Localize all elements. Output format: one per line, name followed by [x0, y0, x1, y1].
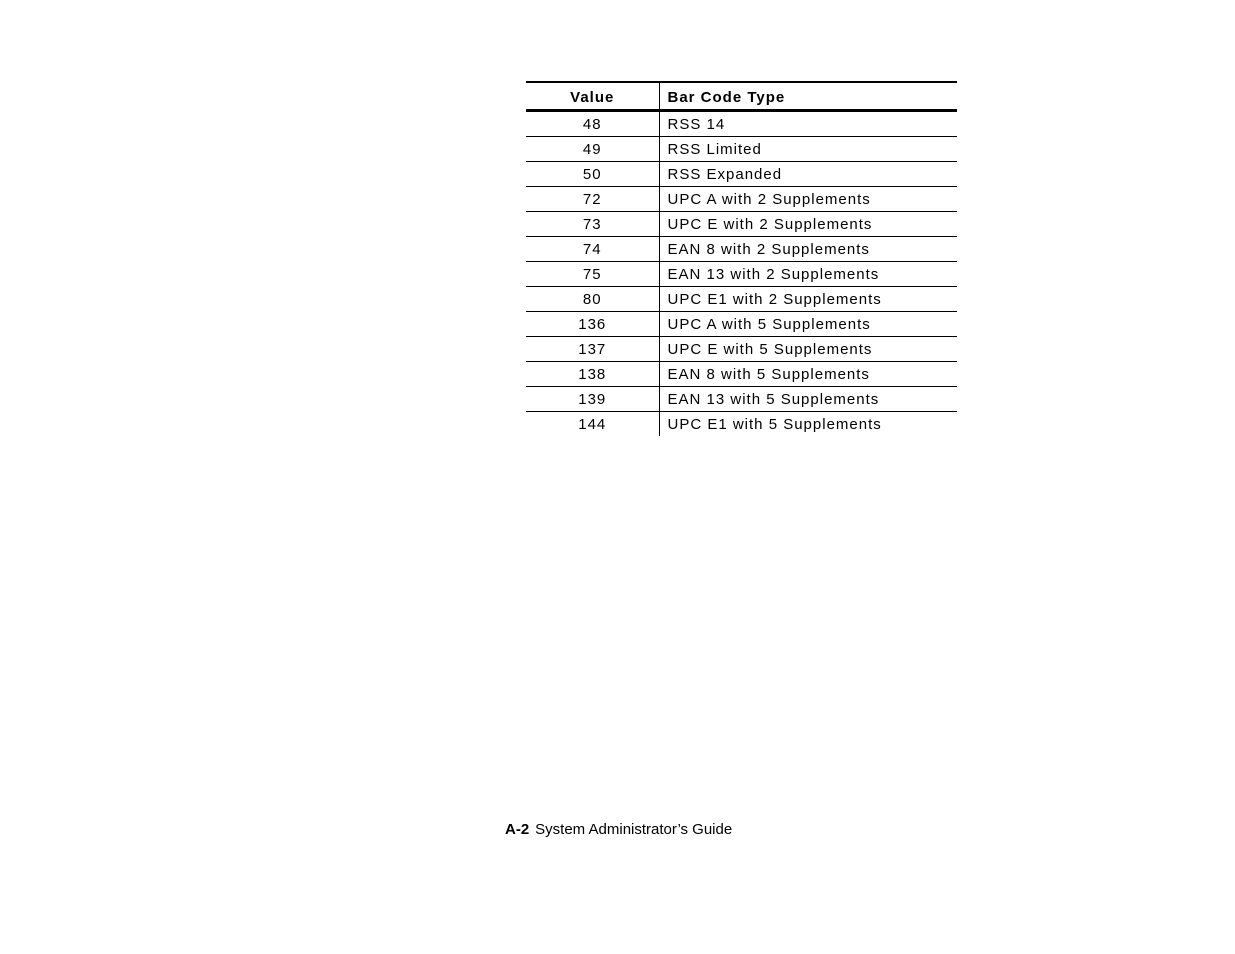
table-row — [526, 237, 957, 262]
value-cell: 72 — [526, 187, 659, 212]
bar-code-type-cell: UPC A with 2 Supplements — [667, 190, 871, 208]
column-header-bar-code-type: Bar Code Type — [667, 88, 786, 106]
table-row — [526, 337, 957, 362]
value-cell: 144 — [526, 412, 659, 437]
bar-code-type-cell: UPC E1 with 2 Supplements — [667, 290, 882, 308]
table-row — [526, 137, 957, 162]
bar-code-type-cell: UPC E with 2 Supplements — [667, 215, 873, 233]
table-row — [526, 162, 957, 187]
bar-code-type-cell: UPC A with 5 Supplements — [667, 315, 871, 333]
table-row — [526, 212, 957, 237]
table-header-row — [526, 82, 957, 111]
document-title: System Administrator’s Guide — [535, 821, 733, 838]
bar-code-type-cell: EAN 13 with 2 Supplements — [667, 265, 880, 283]
table-row — [526, 312, 957, 337]
bar-code-type-cell: EAN 13 with 5 Supplements — [667, 390, 880, 408]
bar-code-type-cell: RSS Limited — [667, 140, 762, 158]
value-cell: 137 — [526, 337, 659, 362]
table-row — [526, 111, 957, 137]
table-row — [526, 362, 957, 387]
table-header — [526, 82, 957, 111]
value-cell: 80 — [526, 287, 659, 312]
table-body — [526, 111, 957, 437]
table-row — [526, 287, 957, 312]
bar-code-type-cell: EAN 8 with 2 Supplements — [667, 240, 870, 258]
page-footer — [505, 821, 732, 838]
value-cell: 75 — [526, 262, 659, 287]
table-row — [526, 262, 957, 287]
bar-code-type-table — [526, 81, 957, 436]
value-cell: 74 — [526, 237, 659, 262]
value-cell: 139 — [526, 387, 659, 412]
bar-code-type-cell: UPC E1 with 5 Supplements — [667, 415, 882, 433]
table-row — [526, 187, 957, 212]
table-row — [526, 387, 957, 412]
value-cell: 49 — [526, 137, 659, 162]
bar-code-type-cell: RSS 14 — [667, 115, 726, 133]
table-row — [526, 412, 957, 437]
bar-code-type-cell: UPC E with 5 Supplements — [667, 340, 873, 358]
value-cell: 48 — [526, 111, 659, 137]
value-cell: 50 — [526, 162, 659, 187]
bar-code-type-cell: RSS Expanded — [667, 165, 783, 183]
column-header-value: Value — [526, 82, 659, 111]
page-number: A-2 — [505, 821, 530, 838]
value-cell: 73 — [526, 212, 659, 237]
value-cell: 138 — [526, 362, 659, 387]
value-cell: 136 — [526, 312, 659, 337]
bar-code-type-cell: EAN 8 with 5 Supplements — [667, 365, 870, 383]
